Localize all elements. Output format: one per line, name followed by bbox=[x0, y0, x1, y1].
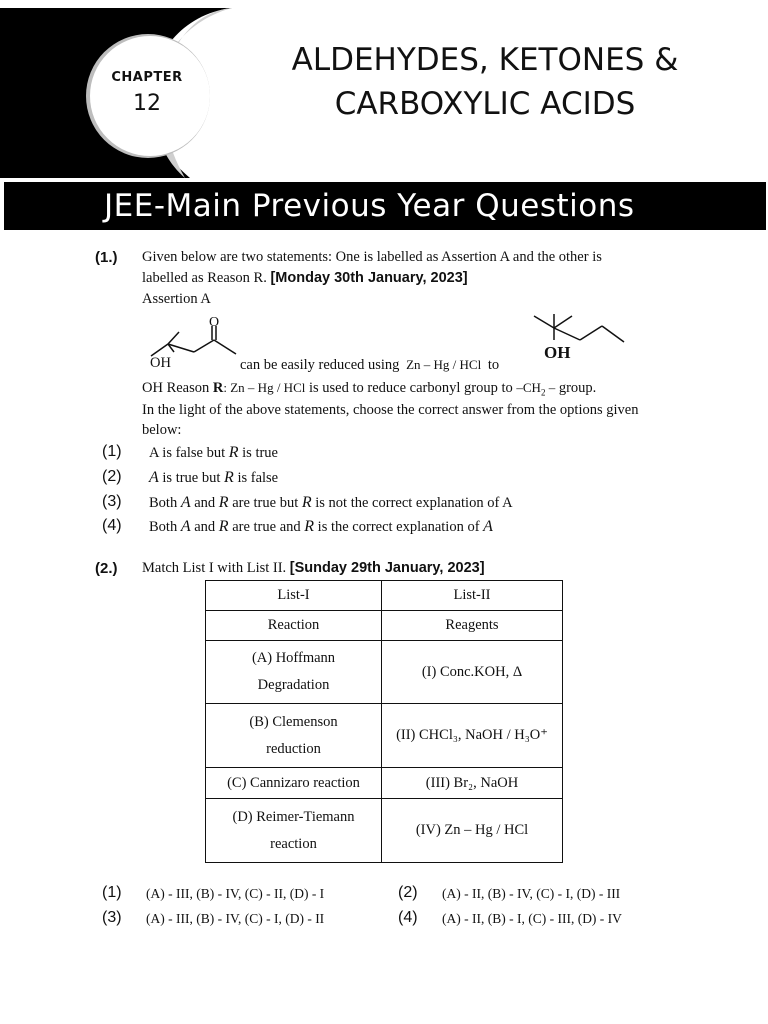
table-row bbox=[206, 641, 563, 704]
q2-option-4-text[interactable]: (A) - II, (B) - I, (C) - III, (D) - IV bbox=[442, 911, 622, 926]
table-header-list2: List-II bbox=[382, 581, 563, 611]
q1-option-1-number[interactable]: (1) bbox=[102, 443, 122, 460]
reduction-text: can be easily reduced using bbox=[240, 357, 400, 373]
q1-option-4-number[interactable]: (4) bbox=[102, 517, 122, 534]
reason-text: is used to reduce carbonyl group to bbox=[308, 380, 513, 396]
question-2-stem: Match List I with List II. bbox=[142, 560, 287, 576]
table-row bbox=[206, 704, 563, 768]
table-subheader-reaction: Reaction bbox=[206, 611, 382, 641]
instruction-line2: below: bbox=[142, 422, 182, 438]
q1-option-2-number[interactable]: (2) bbox=[102, 468, 122, 485]
table-subheader-reagents: Reagents bbox=[382, 611, 563, 641]
question-1-stem-line2 bbox=[142, 268, 682, 289]
table-header-row bbox=[206, 581, 563, 611]
chapter-badge bbox=[92, 70, 202, 116]
table-cell-reagent: (I) Conc.KOH, Δ bbox=[382, 641, 563, 704]
reaction-line: reduction bbox=[266, 740, 321, 757]
question-1-number: (1.) bbox=[95, 249, 118, 266]
question-1-date: [Monday 30th January, 2023] bbox=[270, 270, 468, 286]
table-cell-reagent: (IV) Zn – Hg / HCl bbox=[382, 799, 563, 863]
reason-r: R bbox=[212, 380, 224, 396]
question-2-date: [Sunday 29th January, 2023] bbox=[289, 560, 485, 576]
q2-option-3-number[interactable]: (3) bbox=[102, 909, 122, 926]
reaction-line: (B) Clemenson bbox=[249, 713, 338, 730]
question-1-stem-text: labelled as Reason R. bbox=[142, 270, 267, 286]
group-word: group. bbox=[558, 380, 597, 396]
q2-option-2-text[interactable]: (A) - II, (B) - IV, (C) - I, (D) - III bbox=[442, 886, 621, 901]
table-cell-reaction bbox=[206, 799, 382, 863]
svg-text:O: O bbox=[209, 315, 220, 330]
ch2-dash: – bbox=[548, 380, 556, 395]
assertion-heading: Assertion A bbox=[142, 291, 211, 307]
ch2-subscript: 2 bbox=[540, 387, 546, 398]
q1-option-3-number[interactable]: (3) bbox=[102, 493, 122, 510]
ch2-group bbox=[516, 380, 556, 398]
q1-option-4-text[interactable]: Both A and R are true and R is the correct explanation of A bbox=[149, 518, 493, 535]
match-table bbox=[205, 580, 563, 863]
q1-option-2-text[interactable]: A is true but R is false bbox=[149, 469, 279, 486]
chapter-number: 12 bbox=[133, 91, 161, 116]
product-oh-label: OH bbox=[544, 343, 571, 362]
chapter-label: CHAPTER bbox=[111, 70, 183, 85]
instruction-line1: In the light of the above statements, choose the correct answer from the options given bbox=[142, 402, 639, 418]
q1-option-3-text[interactable]: Both A and R are true but R is not the correct explanation of A bbox=[149, 494, 513, 511]
table-row bbox=[206, 799, 563, 863]
title-line-2: CARBOXYLIC ACIDS bbox=[334, 86, 636, 122]
title-line-1: ALDEHYDES, KETONES & bbox=[291, 42, 679, 78]
question-2-stem-line bbox=[142, 558, 485, 579]
ch2-text: –CH bbox=[516, 380, 541, 395]
question-1-stem-line1: Given below are two statements: One is labelled as Assertion A and the other is bbox=[142, 249, 602, 265]
table-cell-reagent: (III) Br₂, NaOH bbox=[382, 768, 563, 799]
q2-option-2-number[interactable]: (2) bbox=[398, 884, 418, 901]
table-cell-reagent: (II) CHCl₃, NaOH / H₃O⁺ bbox=[382, 704, 563, 768]
q2-option-1-number[interactable]: (1) bbox=[102, 884, 122, 901]
table-cell-reaction: (C) Cannizaro reaction bbox=[206, 768, 382, 799]
q2-option-4-number[interactable]: (4) bbox=[398, 909, 418, 926]
q2-option-3-text[interactable]: (A) - III, (B) - IV, (C) - I, (D) - II bbox=[146, 911, 325, 926]
reaction-line: (D) Reimer-Tiemann bbox=[232, 808, 355, 825]
reason-prefix: OH Reason bbox=[142, 380, 210, 396]
q1-option-1-text[interactable]: A is false but R is true bbox=[149, 444, 278, 461]
table-subheader-row bbox=[206, 611, 563, 641]
table-row bbox=[206, 768, 563, 799]
section-banner: JEE-Main Previous Year Questions bbox=[4, 182, 766, 230]
reduction-to: to bbox=[487, 357, 500, 373]
reduction-line bbox=[240, 354, 499, 376]
table-cell-reaction bbox=[206, 704, 382, 768]
q2-option-1-text[interactable]: (A) - III, (B) - IV, (C) - II, (D) - I bbox=[146, 886, 325, 901]
reaction-line: Degradation bbox=[257, 677, 330, 693]
table-header-list1: List-I bbox=[206, 581, 382, 611]
reduction-reagent: Zn – Hg / HCl bbox=[406, 357, 482, 372]
reaction-line: reaction bbox=[270, 835, 317, 852]
reaction-line: (A) Hoffmann bbox=[251, 650, 336, 666]
table-cell-reaction bbox=[206, 641, 382, 704]
question-2-number: (2.) bbox=[95, 560, 118, 577]
reason-reagent: : Zn – Hg / HCl bbox=[223, 380, 306, 395]
page-title bbox=[250, 38, 720, 126]
reactant-oh-label: OH bbox=[150, 355, 171, 371]
